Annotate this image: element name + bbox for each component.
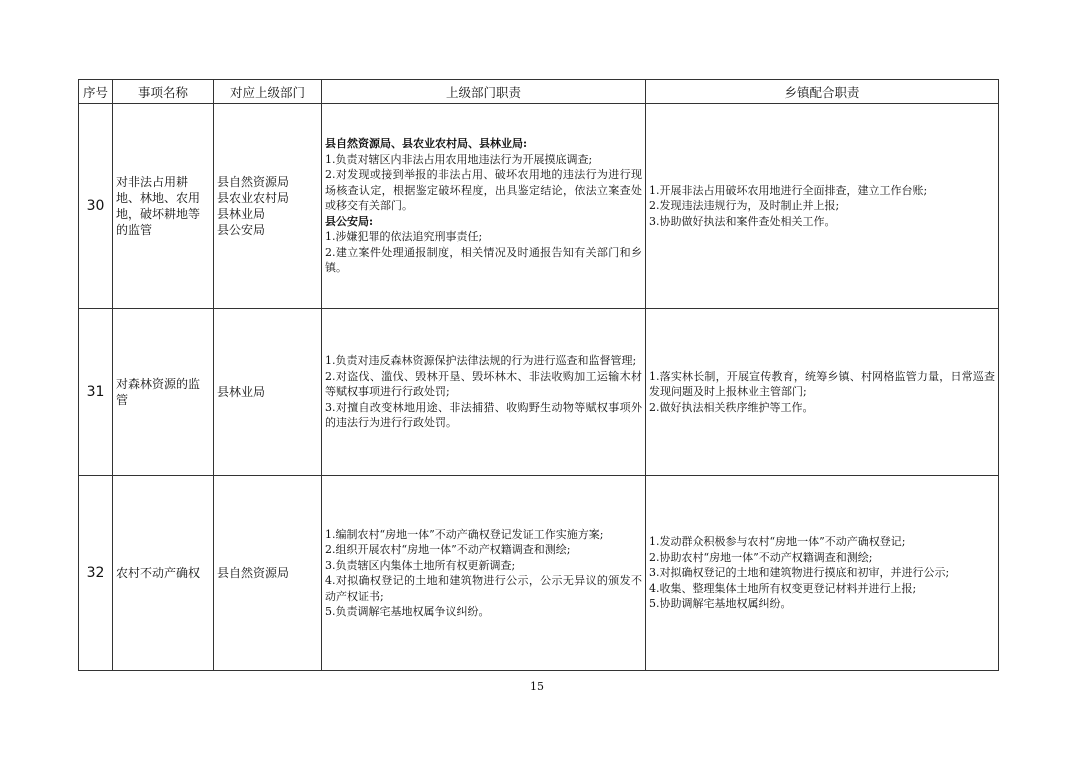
town-duty-item: 3.对拟确权登记的土地和建筑物进行摸底和初审，并进行公示; (649, 566, 950, 580)
row-upper-duty-cell (322, 309, 646, 476)
row-index: 32 (79, 476, 113, 671)
town-duty-item: 5.协助调解宅基地权属纠纷。 (649, 597, 792, 611)
page-number: 15 (530, 680, 544, 693)
header-item-name: 事项名称 (113, 80, 214, 104)
row-item-name: 农村不动产确权 (113, 476, 214, 671)
responsibility-table (78, 79, 999, 671)
town-duty-item: 1.发动群众积极参与农村“房地一体”不动产确权登记; (649, 535, 906, 549)
row-dept-cell (214, 309, 322, 476)
duty-item: 1.涉嫌犯罪的依法追究刑事责任; (325, 230, 483, 244)
row-item-name: 对森林资源的监管 (113, 309, 214, 476)
duty-item: 5.负责调解宅基地权属争议纠纷。 (325, 605, 490, 618)
header-town-duty: 乡镇配合职责 (646, 80, 999, 104)
row-dept-cell (214, 104, 322, 309)
town-duty-item: 4.收集、整理集体土地所有权变更登记材料并进行上报; (649, 581, 917, 595)
row-town-duty-cell (646, 476, 999, 671)
duty-item: 1.编制农村“房地一体”不动产确权登记发证工作实施方案; (325, 527, 604, 541)
header-dept: 对应上级部门 (214, 80, 322, 104)
town-duty-item: 1.开展非法占用破坏农用地进行全面排查，建立工作台账; (649, 183, 928, 197)
dept-name: 县自然资源局 (217, 175, 290, 189)
duty-item: 2.组织开展农村“房地一体”不动产权籍调查和测绘; (325, 543, 571, 556)
header-row (79, 80, 999, 104)
dept-name: 县林业局 (217, 385, 266, 399)
town-duty-item: 2.做好执法相关秩序维护等工作。 (649, 400, 814, 414)
dept-name: 县农业农村局 (217, 191, 290, 205)
dept-name: 县自然资源局 (217, 566, 290, 580)
duty-item: 3.负责辖区内集体土地所有权更新调查; (325, 558, 516, 572)
row-dept-cell (214, 476, 322, 671)
town-duty-item: 2.发现违法违规行为，及时制止并上报; (649, 199, 840, 213)
row-town-duty-cell (646, 104, 999, 309)
row-town-duty-cell (646, 309, 999, 476)
table-row (79, 104, 999, 309)
header-upper-duty: 上级部门职责 (322, 80, 646, 104)
town-duty-item: 3.协助做好执法和案件查处相关工作。 (649, 214, 836, 228)
town-duty-item: 2.协助农村“房地一体”不动产权籍调查和测绘; (649, 550, 873, 564)
row-item-name: 对非法占用耕地、林地、农用地，破坏耕地等的监管 (113, 104, 214, 309)
dept-name: 县林业局 (217, 207, 266, 221)
duty-group-title: 县公安局: (325, 214, 374, 228)
header-index: 序号 (79, 80, 113, 104)
duty-item: 2.对发现或接到举报的非法占用、破坏农用地的违法行为进行现场核查认定，根据鉴定破坏程度，出具鉴定结论，依法立案查处或移交有关部门。 (325, 168, 642, 213)
row-index: 30 (79, 104, 113, 309)
duty-item: 1.负责对辖区内非法占用农用地违法行为开展摸底调查; (325, 152, 593, 166)
duty-group-title: 县自然资源局、县农业农村局、县林业局: (325, 137, 528, 151)
duty-item: 4.对拟确权登记的土地和建筑物进行公示，公示无异议的颁发不动产权证书; (325, 574, 642, 603)
town-duty-item: 1.落实林长制，开展宣传教育，统筹乡镇、村网格监管力量，日常巡查发现问题及时上报林业主管部门; (649, 369, 995, 399)
table-row (79, 309, 999, 476)
row-upper-duty-cell (322, 104, 646, 309)
duty-item: 2.对盗伐、滥伐、毁林开垦、毁坏林木、非法收购加工运输木材等赋权事项进行行政处罚; (325, 369, 642, 399)
duty-item: 2.建立案件处理通报制度，相关情况及时通报告知有关部门和乡镇。 (325, 245, 642, 275)
table-row (79, 476, 999, 671)
row-index: 31 (79, 309, 113, 476)
dept-name: 县公安局 (217, 223, 266, 237)
duty-item: 1.负责对违反森林资源保护法律法规的行为进行巡查和监督管理; (325, 354, 637, 368)
duty-item: 3.对擅自改变林地用途、非法捕猎、收购野生动物等赋权事项外的违法行为进行行政处罚。 (325, 400, 642, 430)
row-upper-duty-cell (322, 476, 646, 671)
